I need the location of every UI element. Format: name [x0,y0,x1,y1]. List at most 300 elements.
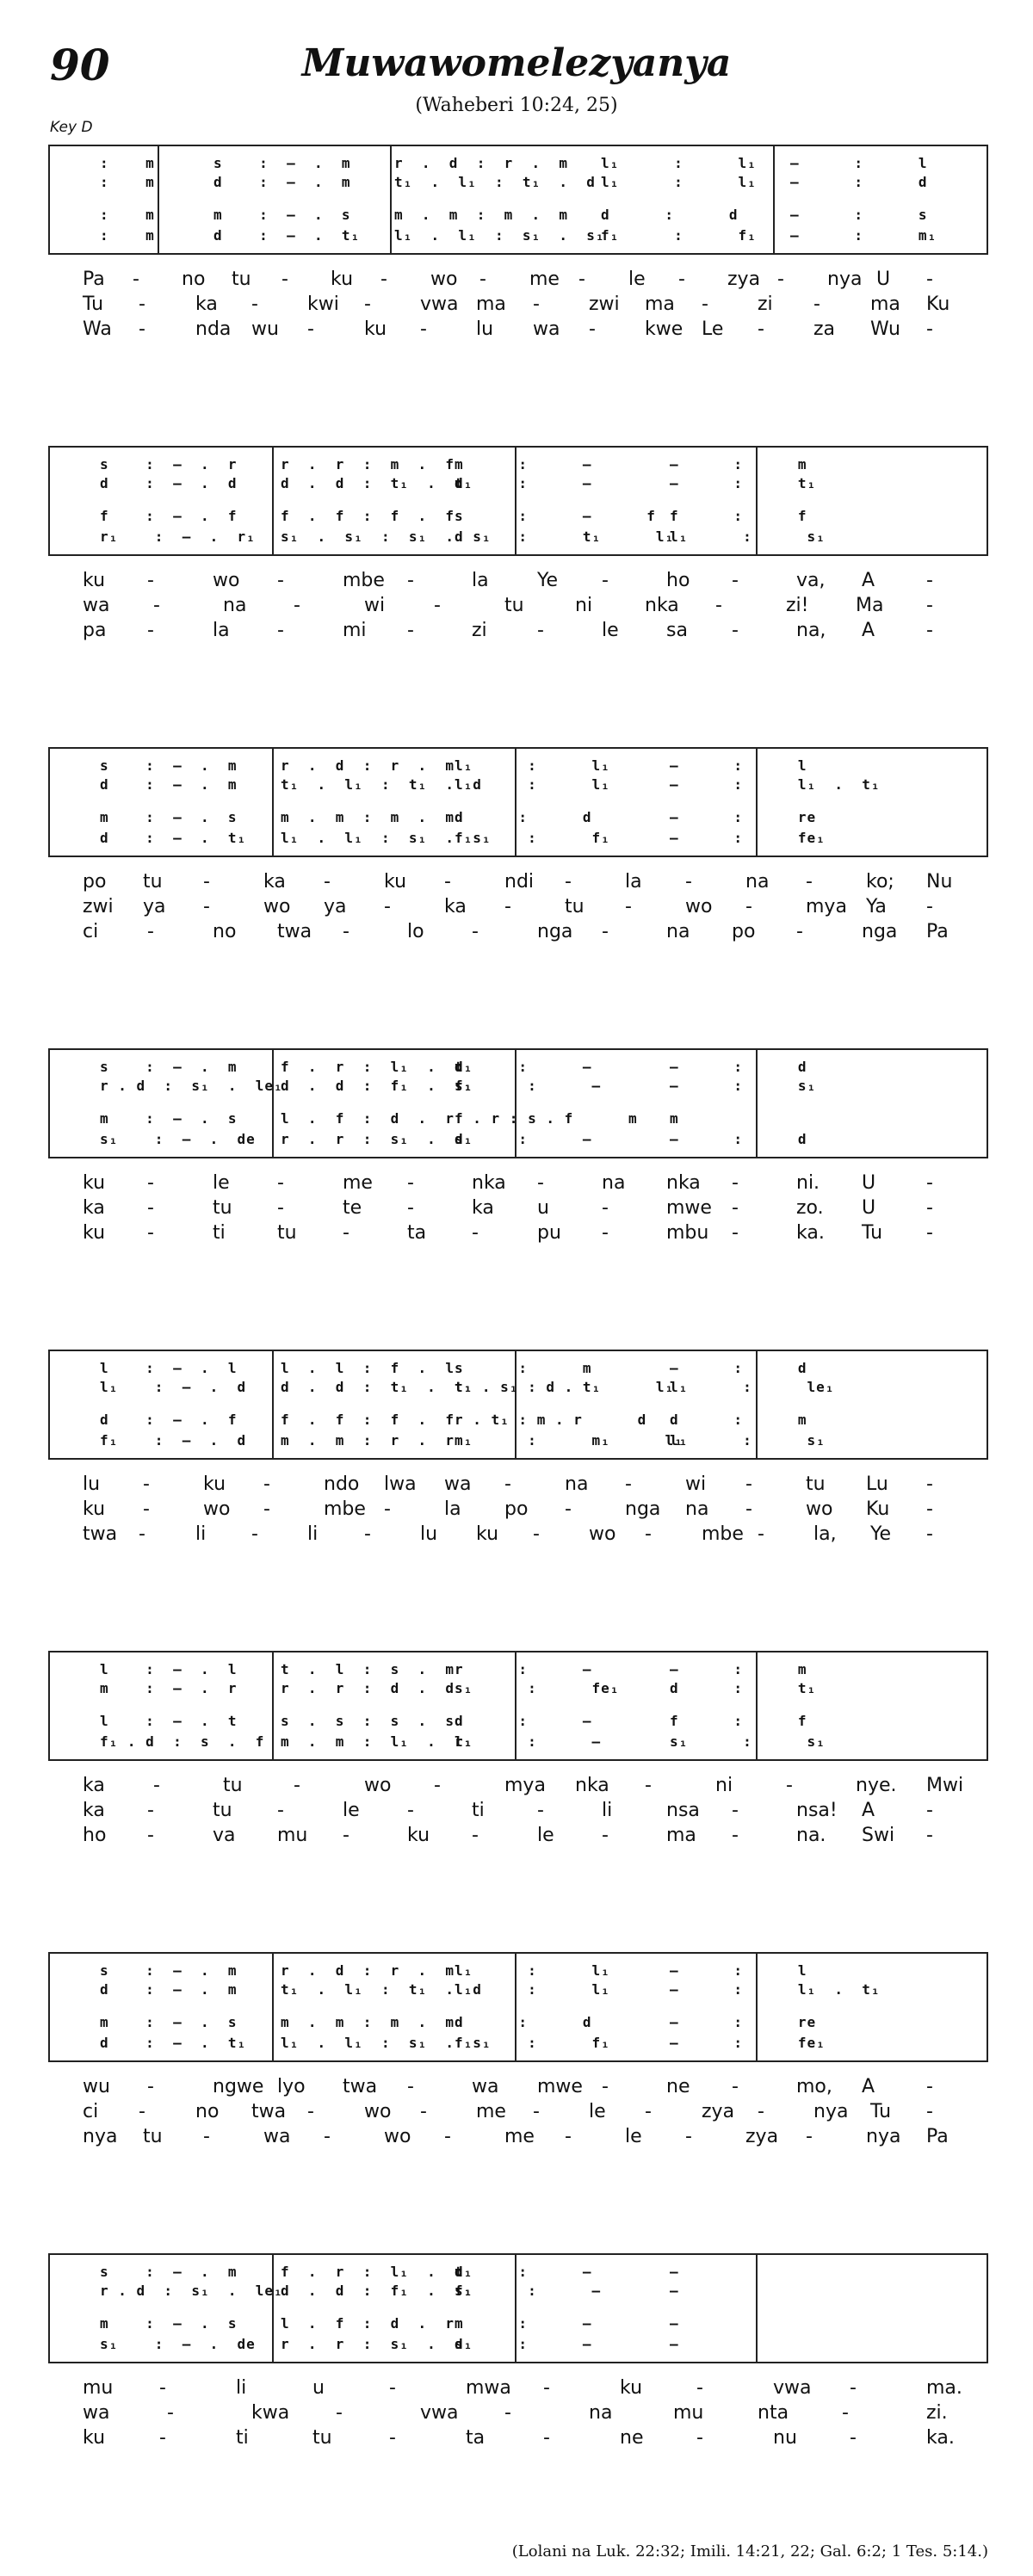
bar-line [272,749,274,856]
lyric-syllable: - [307,2101,314,2122]
solfa-cell: r . r : m . f [281,456,455,473]
lyric-syllable: - [407,1172,414,1194]
solfa-cell: f : f [670,1713,807,1729]
solfa-cell: d : t₁ l₁ [455,528,675,545]
lyric-syllable: u [537,1197,549,1219]
solfa-cell: d : d [601,207,739,223]
bar-line [272,448,274,554]
lyric-syllable: ku [83,1222,106,1244]
lyric-line [48,1197,988,1222]
lyric-syllable: - [926,570,933,591]
lyric-line [48,570,988,595]
lyric-syllable: ci [83,921,99,942]
lyric-syllable: - [732,570,739,591]
lyric-syllable: - [251,293,258,315]
score-system [48,1048,988,1247]
lyric-syllable: A [862,2076,875,2097]
lyric-syllable: wa [83,2402,110,2424]
lyric-syllable: zi [472,620,487,641]
lyric-syllable: - [472,1222,479,1244]
lyric-syllable: ka [83,1800,105,1821]
lyric-syllable: tu [806,1473,826,1495]
lyric-syllable: vwa [420,293,459,315]
lyric-syllable: - [926,1523,933,1545]
lyric-syllable: - [294,595,300,616]
lyric-syllable: wa [533,318,560,340]
lyric-syllable: - [139,1523,145,1545]
lyric-syllable: Pa [926,2126,949,2147]
lyric-syllable: - [472,1825,479,1846]
lyric-syllable: nu [773,2427,797,2449]
lyric-syllable: ka [83,1775,105,1796]
lyric-syllable: - [926,2101,933,2122]
lyric-syllable: A [862,1800,875,1821]
solfa-cell: s₁ : – . de [100,2336,256,2352]
solfa-cell: — : l [670,1962,807,1979]
lyric-syllable: - [444,871,451,893]
lyric-syllable: na [745,871,770,893]
bar-line [272,1351,274,1458]
solfa-cell: l . f : d . r [281,1110,455,1127]
solfa-cell: l₁ : – . d [100,1379,247,1395]
lyric-syllable: - [147,1825,154,1846]
lyric-syllable: li [236,2377,247,2399]
solfa-cell: m [670,1110,679,1127]
solfa-cell: d : — [455,2264,592,2280]
lyric-syllable: tu [143,2126,163,2147]
lyric-syllable: nsa! [796,1800,838,1821]
lyric-syllable: twa [83,1523,118,1545]
lyric-syllable: - [203,871,210,893]
tonic-solfa-staff [48,747,988,857]
lyric-syllable: - [777,269,784,290]
lyric-syllable: la [625,871,642,893]
lyric-syllable: - [702,293,708,315]
lyric-syllable: ta [466,2427,486,2449]
lyric-syllable: kwe [645,318,684,340]
tonic-solfa-staff [48,1350,988,1460]
lyric-syllable: ku [384,871,407,893]
solfa-cell: — [670,2264,679,2280]
solfa-cell: s : – . m [100,2264,238,2280]
lyric-syllable: U [862,1197,876,1219]
lyric-line [48,620,988,645]
solfa-cell: r . d : r . m [281,1962,455,1979]
solfa-cell: d : – . t₁ [100,830,247,846]
lyric-syllable: li [195,1523,207,1545]
lyric-syllable: na [602,1172,626,1194]
lyric-syllable: Ye [870,1523,892,1545]
lyric-syllable: ta [407,1222,427,1244]
solfa-cell: s . s : s . s [281,1713,455,1729]
solfa-cell: l : – . l [100,1661,238,1677]
lyric-syllable: - [407,2076,414,2097]
lyric-syllable: u [312,2377,325,2399]
solfa-cell: — : d [670,1059,807,1075]
solfa-cell: m . m : l₁ . l₁ [281,1733,473,1750]
lyric-syllable: - [147,1197,154,1219]
score-system [48,446,988,645]
lyric-syllable: - [926,2076,933,2097]
solfa-cell: f : f [670,508,807,524]
lyric-syllable: U [862,1172,876,1194]
solfa-cell: s₁ : — [455,1078,602,1094]
lyric-syllable: lu [476,318,494,340]
solfa-cell: — : fe₁ [670,830,826,846]
lyric-syllable: - [696,2377,703,2399]
lyric-syllable: - [277,1197,284,1219]
lyric-syllable: - [263,1498,270,1520]
score-system [48,1651,988,1850]
lyric-syllable: - [578,269,585,290]
lyric-syllable: - [139,293,145,315]
lyric-line [48,2076,988,2101]
lyric-line [48,871,988,896]
lyric-syllable: ko; [866,871,894,893]
lyric-syllable: tu [213,1197,232,1219]
lyric-syllable: wa [444,1473,472,1495]
lyric-syllable: Lu [866,1473,888,1495]
lyric-syllable: - [277,620,284,641]
solfa-cell: s₁ . s₁ : s₁ . s₁ [281,528,492,545]
lyric-syllable: nda [195,318,232,340]
lyric-syllable: ka [83,1197,105,1219]
lyric-syllable: - [625,896,632,917]
lyric-syllable: li [602,1800,613,1821]
lyric-syllable: - [565,1498,572,1520]
score-system [48,1952,988,2151]
lyric-syllable: te [343,1197,362,1219]
solfa-cell: l₁ : l₁ [455,1962,610,1979]
lyric-syllable: ku [203,1473,226,1495]
lyric-syllable: - [685,2126,692,2147]
lyric-syllable: le [602,620,619,641]
lyric-syllable: ku [331,269,354,290]
lyrics-block [48,1473,988,1548]
lyric-syllable: mo, [796,2076,832,2097]
lyric-syllable: - [813,293,820,315]
solfa-cell: s₁ : — [455,2283,602,2299]
lyric-syllable: kwa [251,2402,290,2424]
solfa-cell: — : l₁ . t₁ [670,776,881,793]
lyric-syllable: - [715,595,722,616]
solfa-cell: r . t₁ : m . r d [455,1412,647,1428]
solfa-cell: l₁ . l₁ : s₁ . s₁ [281,830,492,846]
lyric-syllable: - [543,2377,550,2399]
lyric-syllable: - [732,1222,739,1244]
lyric-syllable: - [389,2427,396,2449]
bar-line [756,2255,758,2362]
lyric-syllable: vwa [420,2402,459,2424]
lyric-line [48,921,988,946]
solfa-cell: t₁ . l₁ : t₁ . d [281,776,482,793]
lyric-syllable: - [147,1222,154,1244]
solfa-cell: l₁ : le₁ [670,1379,835,1395]
lyric-syllable: va, [796,570,826,591]
lyric-syllable: wi [685,1473,707,1495]
solfa-cell: d : – . t₁ [213,227,361,244]
lyric-syllable: - [926,1197,933,1219]
solfa-cell: — : m₁ [790,227,937,244]
lyric-syllable: ti [472,1800,485,1821]
solfa-cell: m : – . r [100,1680,238,1696]
lyric-syllable: nya [827,269,863,290]
lyric-syllable: na [685,1498,709,1520]
lyric-syllable: - [504,1473,511,1495]
lyric-syllable: - [203,896,210,917]
solfa-cell: m : – . s [100,2014,238,2030]
lyric-syllable: - [384,1498,391,1520]
lyric-syllable: - [472,921,479,942]
lyric-syllable: mu [83,2377,114,2399]
lyric-syllable: - [133,269,139,290]
lyric-line [48,1498,988,1523]
tonic-solfa-staff [48,1651,988,1761]
solfa-cell: d : – . m [100,776,238,793]
solfa-cell: l₁ : l₁ [455,757,610,774]
lyric-syllable: - [602,2076,609,2097]
lyrics-block [48,1775,988,1850]
solfa-cell: — : l [790,155,928,171]
lyric-syllable: - [842,2402,849,2424]
lyric-syllable: ka. [926,2427,955,2449]
solfa-cell: d : m [670,1412,807,1428]
solfa-cell: r . d : r . m [394,155,569,171]
lyric-syllable: - [147,620,154,641]
lyric-syllable: - [147,2076,154,2097]
lyric-syllable: tu [213,1800,232,1821]
lyric-syllable: nga [537,921,573,942]
lyric-syllable: A [862,620,875,641]
lyric-syllable: Ya [866,896,887,917]
tonic-solfa-staff [48,145,988,255]
solfa-cell: d : — [455,1131,592,1147]
lyric-syllable: - [277,1800,284,1821]
solfa-cell: d : – . d [100,475,238,491]
solfa-cell: l₁ : l₁ [455,776,610,793]
lyric-syllable: twa [251,2101,287,2122]
lyric-syllable: - [420,2101,427,2122]
lyric-syllable: po [83,871,107,893]
bar-line [272,1050,274,1157]
lyric-syllable: lu [83,1473,101,1495]
lyric-syllable: nga [625,1498,661,1520]
lyrics-block [48,871,988,946]
lyric-syllable: U [876,269,891,290]
lyrics-block [48,2076,988,2151]
solfa-cell: r . d : r . m [281,757,455,774]
lyric-syllable: zi [758,293,773,315]
tonic-solfa-staff [48,1048,988,1158]
lyric-syllable: wi [364,595,386,616]
lyric-line [48,1825,988,1850]
lyric-syllable: - [685,871,692,893]
lyric-syllable: twa [343,2076,378,2097]
lyric-syllable: mwe [666,1197,712,1219]
lyric-syllable: wo [806,1498,833,1520]
lyric-syllable: - [565,2126,572,2147]
lyric-syllable: mi [343,620,367,641]
solfa-cell: l . f : d . r [281,2315,455,2332]
lyric-syllable: nye. [856,1775,897,1796]
lyric-syllable: mya [504,1775,546,1796]
lyric-syllable: ka [444,896,467,917]
lyric-syllable: - [504,2402,511,2424]
lyric-syllable: nya [83,2126,118,2147]
lyric-syllable: wo [364,1775,392,1796]
lyric-syllable: le [213,1172,230,1194]
lyric-syllable: - [147,921,154,942]
tonic-solfa-staff [48,446,988,556]
lyric-syllable: ku [476,1523,499,1545]
lyric-syllable: Ku [926,293,950,315]
lyric-syllable: le [537,1825,554,1846]
lyric-syllable: - [758,2101,764,2122]
lyric-syllable: no [213,921,237,942]
hymn-title: Muwawomelezyanya [301,41,732,85]
solfa-cell: : m [100,227,155,244]
solfa-cell: r . d : s₁ . le₁ [100,1078,283,1094]
solfa-cell: r . r : s₁ . s₁ [281,2336,473,2352]
solfa-cell: s : – . m [100,1962,238,1979]
lyric-syllable: ka [195,293,218,315]
lyric-syllable: wa [83,595,110,616]
lyric-syllable: - [533,293,540,315]
lyric-syllable: le [628,269,646,290]
lyric-syllable: - [806,2126,813,2147]
solfa-cell: — [670,2315,679,2332]
solfa-cell: s₁ : s₁ [670,1733,826,1750]
solfa-cell: l₁ . l₁ : s₁ . s₁ [394,227,605,244]
lyric-syllable: zya [702,2101,735,2122]
lyric-syllable: - [343,1825,349,1846]
lyric-syllable: nya [813,2101,849,2122]
lyric-syllable: - [926,595,933,616]
bar-line [390,146,392,253]
lyric-syllable: ka [263,871,286,893]
lyric-syllable: - [434,595,441,616]
lyric-syllable: - [380,269,387,290]
solfa-cell: d : t₁ [670,1680,817,1696]
lyric-syllable: zya [745,2126,779,2147]
lyric-syllable: la, [813,1523,837,1545]
lyric-syllable: mbe [324,1498,366,1520]
bar-line [272,1652,274,1759]
lyric-syllable: - [281,269,288,290]
lyric-syllable: - [153,595,160,616]
lyric-line [48,1523,988,1548]
lyric-syllable: ma [476,293,506,315]
lyric-syllable: - [167,2402,174,2424]
lyric-syllable: wa [263,2126,291,2147]
solfa-cell: s₁ : – . de [100,1131,256,1147]
lyric-syllable: Wu [870,318,900,340]
solfa-cell: f₁ : f₁ [455,2035,610,2051]
lyric-syllable: - [602,570,609,591]
solfa-cell: m : — [455,2315,592,2332]
solfa-cell: m . m : m . m [281,809,455,825]
score-system [48,145,988,343]
solfa-cell: s : – . r [100,456,238,473]
lyric-syllable: - [364,293,371,315]
footer-references: (Lolani na Luk. 22:32; Imili. 14:21, 22; Gal. 6:2; 1 Tes. 5:14.) [511,2542,988,2561]
lyric-syllable: nka [645,595,679,616]
lyric-syllable: mu [673,2402,704,2424]
solfa-cell: s : — f [455,508,656,524]
lyric-syllable: wo [685,896,713,917]
lyric-syllable: tu [312,2427,332,2449]
lyric-syllable: po [732,921,756,942]
solfa-cell: : m [100,155,155,171]
lyric-syllable: - [926,269,933,290]
solfa-cell: r . r : s₁ . s₁ [281,1131,473,1147]
lyric-syllable: mbe [702,1523,744,1545]
solfa-cell: f₁ : f₁ [455,830,610,846]
solfa-cell: r₁ : – . r₁ [100,528,256,545]
lyric-syllable: - [407,570,414,591]
lyric-syllable: - [277,1172,284,1194]
lyric-syllable: ho [666,570,690,591]
lyric-syllable: mbe [343,570,385,591]
lyric-syllable: - [565,871,572,893]
lyric-syllable: - [407,1197,414,1219]
lyric-syllable: ne [620,2427,644,2449]
lyric-syllable: - [434,1775,441,1796]
solfa-cell: f . r : s . f m [455,1110,638,1127]
lyric-syllable: - [277,570,284,591]
lyric-syllable: kwi [307,293,339,315]
lyric-syllable: lu [420,1523,438,1545]
solfa-cell: — : fe₁ [670,2035,826,2051]
lyric-syllable: ndi [504,871,535,893]
solfa-cell: — : re [670,2014,817,2030]
lyric-syllable: nsa [666,1800,700,1821]
lyric-syllable: - [420,318,427,340]
lyric-syllable: - [543,2427,550,2449]
lyric-syllable: mbu [666,1222,709,1244]
lyric-syllable: - [602,1825,609,1846]
lyric-syllable: ti [236,2427,249,2449]
lyric-syllable: nta [758,2402,789,2424]
lyric-syllable: - [758,1523,764,1545]
solfa-cell: d : – . m [100,1981,238,1998]
lyric-syllable: - [294,1775,300,1796]
lyric-line [48,2427,988,2452]
solfa-cell: d : – . t₁ [100,2035,247,2051]
lyric-syllable: - [732,1800,739,1821]
lyric-syllable: - [850,2377,857,2399]
lyric-syllable: me [529,269,560,290]
lyric-syllable: - [796,921,803,942]
solfa-cell: l₁ : l₁ [601,174,757,190]
lyric-syllable: - [407,620,414,641]
solfa-cell: l₁ : s₁ [670,1432,826,1449]
lyric-syllable: ku [83,1172,106,1194]
lyric-syllable: Pa [83,269,105,290]
solfa-cell: d : — [455,475,592,491]
lyric-syllable: ni [575,595,593,616]
lyric-syllable: - [926,318,933,340]
lyric-syllable: - [732,1172,739,1194]
solfa-cell: s : – . m [100,1059,238,1075]
lyric-syllable: le [343,1800,360,1821]
lyric-syllable: - [786,1775,793,1796]
lyric-syllable: le [589,2101,606,2122]
tonic-solfa-staff [48,1952,988,2062]
lyric-syllable: - [926,1222,933,1244]
lyric-syllable: ma. [926,2377,962,2399]
lyric-syllable: ya [143,896,166,917]
